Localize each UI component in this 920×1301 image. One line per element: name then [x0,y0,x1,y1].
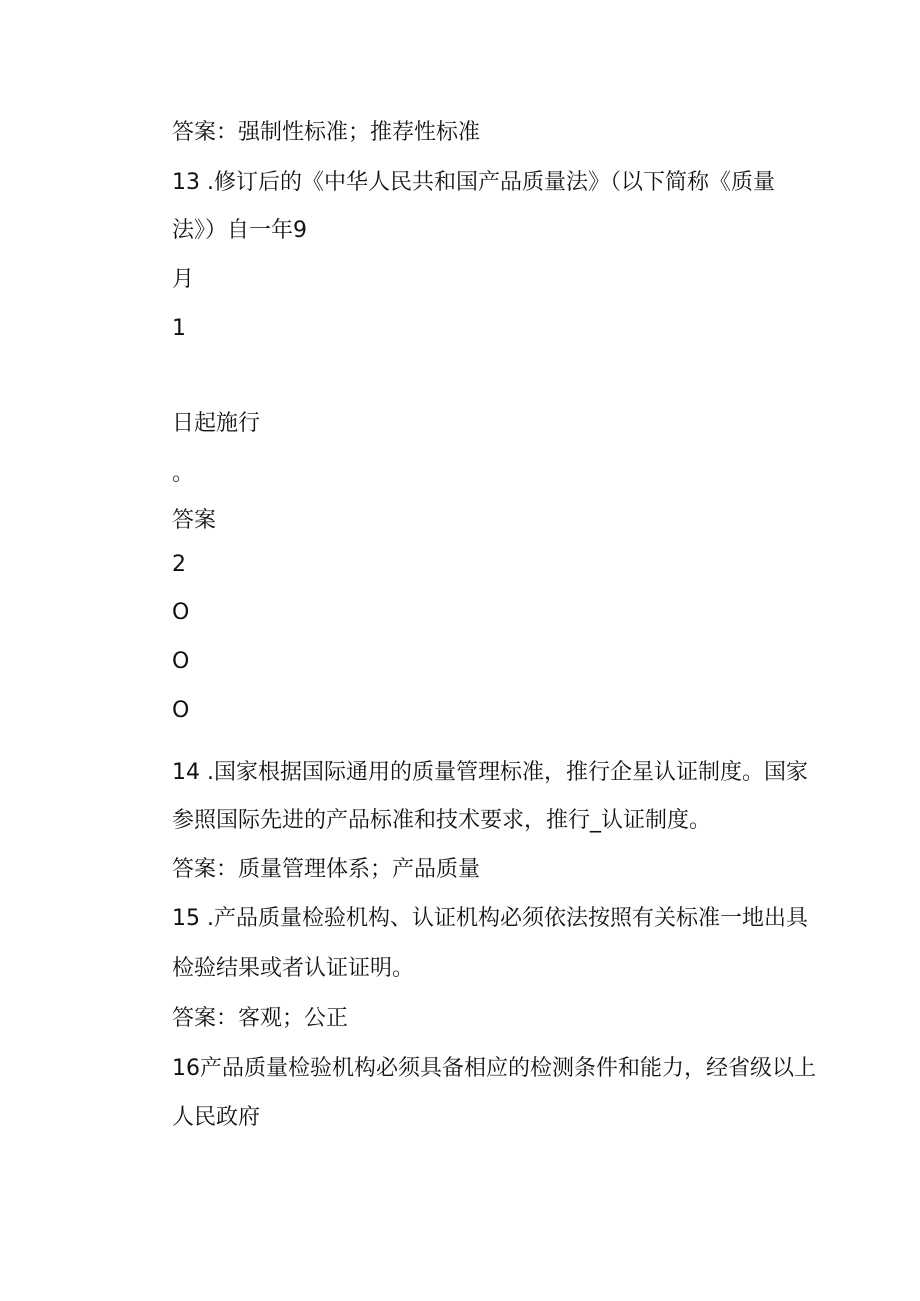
answer-13-digit-3: O [172,649,190,674]
answer-13-digit-2: O [172,600,190,625]
question-16-line-2: 人民政府 [172,1105,261,1130]
question-13-line-2: 法》）自一年9 [172,218,307,243]
answer-line-12: 答案：强制性标准；推荐性标准 [172,120,481,145]
question-13-month: 月 [172,267,195,292]
question-14-line-1: 14 .国家根据国际通用的质量管理标准，推行企星认证制度。国家 [172,760,808,785]
answer-13-digit-4: O [172,698,190,723]
answer-line-14: 答案：质量管理体系；产品质量 [172,857,481,882]
question-14-line-2: 参照国际先进的产品标准和技术要求，推行_认证制度。 [172,808,712,833]
question-15-line-1: 15 .产品质量检验机构、认证机构必须依法按照有关标准一地出具 [172,906,808,931]
answer-label-13: 答案 [172,508,217,533]
question-13-line-1: 13 .修订后的《中华人民共和国产品质量法》（以下简称《质量 [172,170,775,195]
question-13-effective: 日起施行 [172,411,261,436]
answer-line-15: 答案：客观；公正 [172,1006,349,1031]
question-16-line-1: 16产品质量检验机构必须具备相应的检测条件和能力，经省级以上 [172,1056,816,1081]
question-13-period: 。 [172,461,195,486]
question-15-line-2: 检验结果或者认证证明。 [172,956,415,981]
answer-13-digit-1: 2 [172,552,186,577]
question-13-day: 1 [172,316,186,341]
